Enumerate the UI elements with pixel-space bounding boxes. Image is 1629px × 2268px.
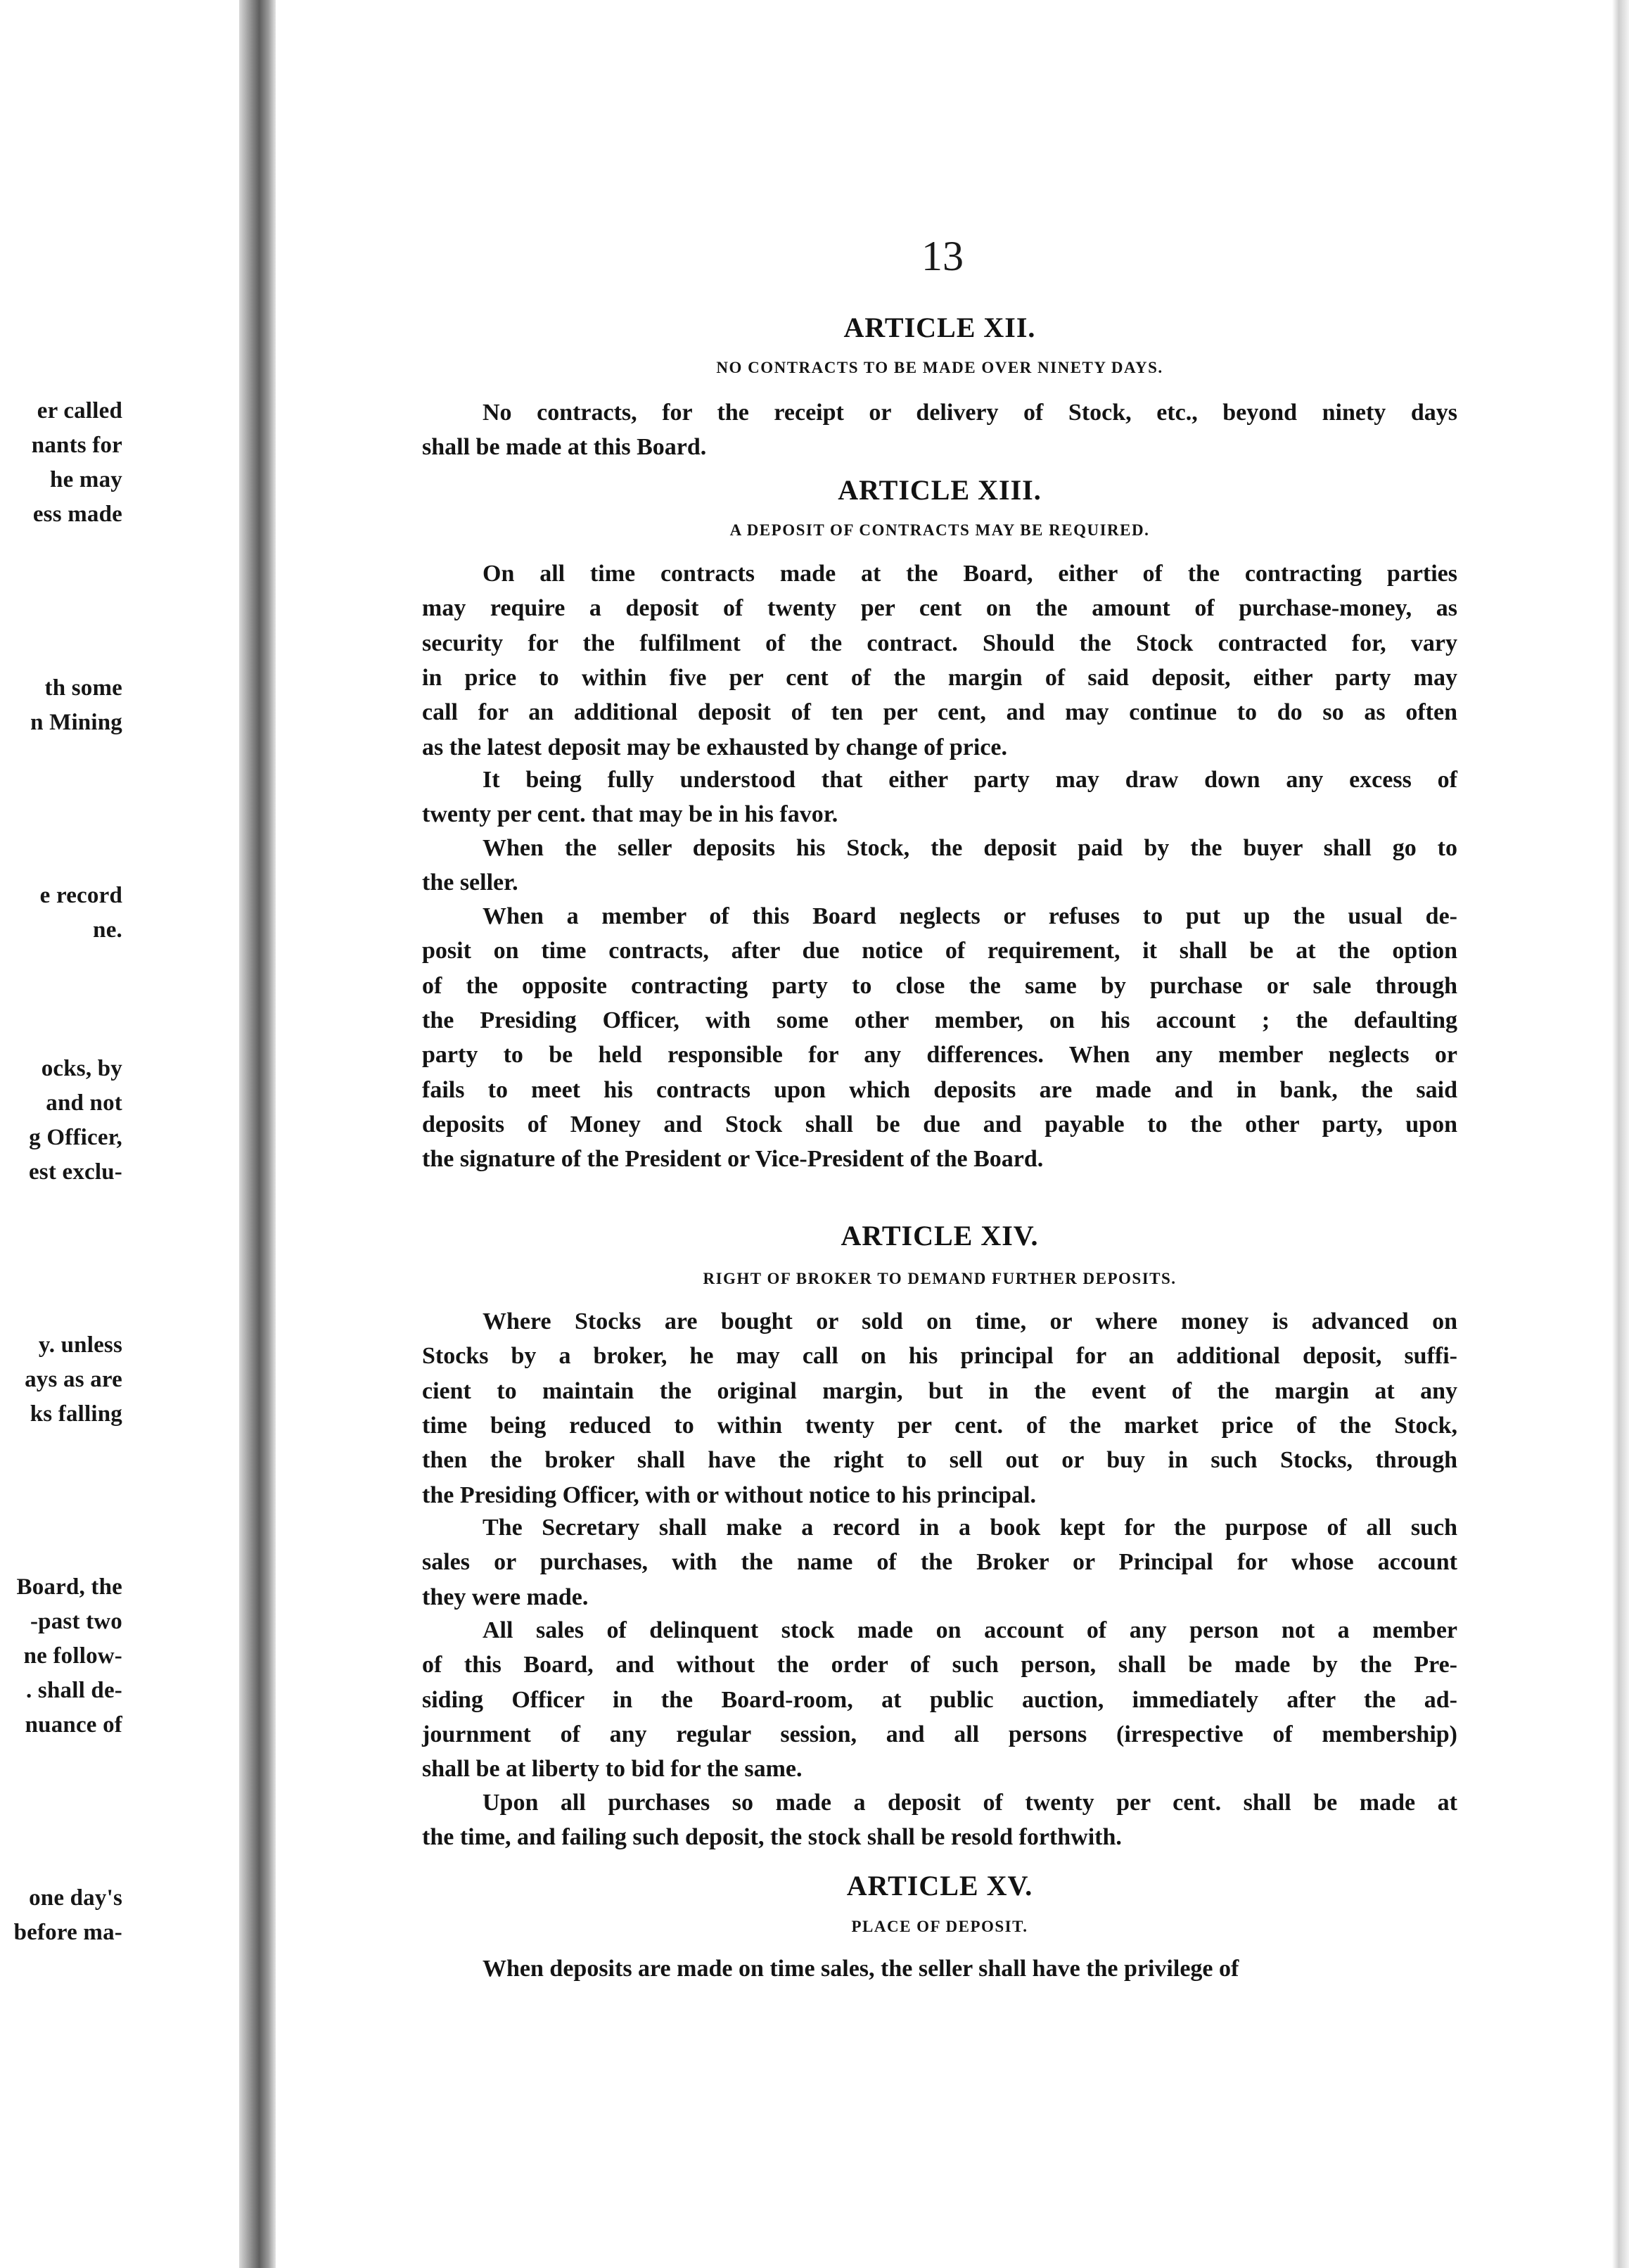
- left-page-fragment: ne.: [93, 917, 122, 943]
- left-page-fragment: n Mining: [30, 710, 122, 735]
- left-page-fragment: g Officer,: [29, 1125, 122, 1150]
- paragraph-line: fails to meet his contracts upon which deposits are made and in bank, the said: [422, 1077, 1457, 1103]
- paragraph-line: the seller.: [422, 869, 518, 896]
- left-page-fragment: -past two: [30, 1609, 122, 1634]
- left-page-fragment: one day's: [29, 1885, 122, 1911]
- paragraph-line: of the opposite contracting party to close the same by purchase or sale through: [422, 973, 1457, 999]
- paragraph-line: the signature of the President or Vice-President of the Board.: [422, 1146, 1044, 1172]
- article-subheading: NO CONTRACTS TO BE MADE OVER NINETY DAYS.: [716, 359, 1163, 376]
- article-subheading: RIGHT OF BROKER TO DEMAND FURTHER DEPOSITS.: [703, 1270, 1177, 1287]
- left-page-fragment: ess made: [32, 502, 122, 527]
- paragraph-line: they were made.: [422, 1584, 589, 1610]
- paragraph-line: It being fully understood that either party may draw down any excess of: [483, 767, 1457, 793]
- article-heading: ARTICLE XV.: [846, 1870, 1033, 1901]
- left-page-fragment: nants for: [31, 433, 122, 458]
- page-edge: [1612, 0, 1629, 2268]
- paragraph-line: The Secretary shall make a record in a book kept for the purpose of all such: [483, 1515, 1457, 1541]
- paragraph-line: the time, and failing such deposit, the stock shall be resold forthwith.: [422, 1824, 1122, 1850]
- paragraph-line: party to be held responsible for any differences. When any member neglects or: [422, 1042, 1457, 1068]
- left-page-fragment: and not: [46, 1090, 122, 1116]
- paragraph-line: as the latest deposit may be exhausted by change of price.: [422, 734, 1008, 760]
- paragraph-line: call for an additional deposit of ten per cent, and may continue to do so as often: [422, 699, 1457, 725]
- left-page-fragment: he may: [50, 467, 122, 492]
- left-page-fragment: ocks, by: [41, 1056, 122, 1081]
- paragraph-line: sales or purchases, with the name of the Broker or Principal for whose account: [422, 1549, 1457, 1575]
- paragraph-line: When deposits are made on time sales, the seller shall have the privilege of: [483, 1956, 1239, 1982]
- paragraph-line: then the broker shall have the right to sell out or buy in such Stocks, through: [422, 1447, 1457, 1473]
- paragraph-line: twenty per cent. that may be in his favor.: [422, 801, 838, 827]
- left-page-fragment: y. unless: [38, 1332, 122, 1358]
- left-page-fragment: th some: [44, 675, 122, 701]
- paragraph-line: shall be at liberty to bid for the same.: [422, 1756, 803, 1782]
- paragraph-line: shall be made at this Board.: [422, 434, 707, 460]
- paragraph-line: No contracts, for the receipt or delivery of Stock, etc., beyond ninety days: [483, 400, 1457, 426]
- left-page-fragment: er called: [37, 398, 122, 423]
- paragraph-line: of this Board, and without the order of such person, shall be made by the Pre-: [422, 1652, 1457, 1678]
- paragraph-line: When a member of this Board neglects or refuses to put up the usual de-: [483, 903, 1457, 929]
- paragraph-line: in price to within five per cent of the margin of said deposit, either party may: [422, 665, 1457, 691]
- paragraph-line: security for the fulfilment of the contract. Should the Stock contracted for, vary: [422, 630, 1457, 656]
- paragraph-line: Upon all purchases so made a deposit of twenty per cent. shall be made at: [483, 1790, 1457, 1816]
- paragraph-line: posit on time contracts, after due notice of requirement, it shall be at the option: [422, 938, 1457, 964]
- left-page-fragment: ne follow-: [23, 1643, 122, 1669]
- paragraph-line: deposits of Money and Stock shall be due and payable to the other party, upon: [422, 1111, 1457, 1138]
- left-page-fragment: . shall de-: [26, 1678, 122, 1703]
- paragraph-line: Stocks by a broker, he may call on his principal for an additional deposit, suffi-: [422, 1343, 1457, 1369]
- paragraph-line: journment of any regular session, and all persons (irrespective of membership): [422, 1721, 1457, 1747]
- left-page-fragment: ays as are: [25, 1367, 122, 1392]
- paragraph-line: may require a deposit of twenty per cent on the amount of purchase-money, as: [422, 595, 1457, 621]
- article-heading: ARTICLE XIV.: [841, 1220, 1039, 1251]
- paragraph-line: the Presiding Officer, with or without notice to his principal.: [422, 1482, 1036, 1508]
- article-subheading: PLACE OF DEPOSIT.: [851, 1918, 1028, 1935]
- left-page-fragment: ks falling: [30, 1401, 122, 1427]
- left-page-fragment: e record: [39, 883, 122, 908]
- paragraph-line: cient to maintain the original margin, but in the event of the margin at any: [422, 1378, 1457, 1404]
- left-page-fragment: nuance of: [25, 1712, 122, 1738]
- book-gutter: [239, 0, 276, 2268]
- left-page-fragment: est exclu-: [28, 1159, 122, 1185]
- paragraph-line: siding Officer in the Board-room, at public auction, immediately after the ad-: [422, 1687, 1457, 1713]
- paragraph-line: the Presiding Officer, with some other member, on his account ; the defaulting: [422, 1007, 1457, 1033]
- paragraph-line: All sales of delinquent stock made on account of any person not a member: [483, 1617, 1457, 1643]
- paragraph-line: On all time contracts made at the Board, either of the contracting parties: [483, 561, 1457, 587]
- article-heading: ARTICLE XIII.: [838, 474, 1042, 506]
- article-subheading: A DEPOSIT OF CONTRACTS MAY BE REQUIRED.: [729, 521, 1150, 539]
- left-page-fragment: before ma-: [13, 1920, 122, 1945]
- paragraph-line: When the seller deposits his Stock, the deposit paid by the buyer shall go to: [483, 835, 1457, 861]
- page-number: 13: [921, 233, 964, 279]
- article-heading: ARTICLE XII.: [843, 312, 1036, 343]
- left-facing-page: [0, 0, 253, 2268]
- paragraph-line: time being reduced to within twenty per cent. of the market price of the Stock,: [422, 1413, 1457, 1439]
- paragraph-line: Where Stocks are bought or sold on time, or where money is advanced on: [483, 1308, 1457, 1334]
- left-page-fragment: Board, the: [16, 1574, 122, 1600]
